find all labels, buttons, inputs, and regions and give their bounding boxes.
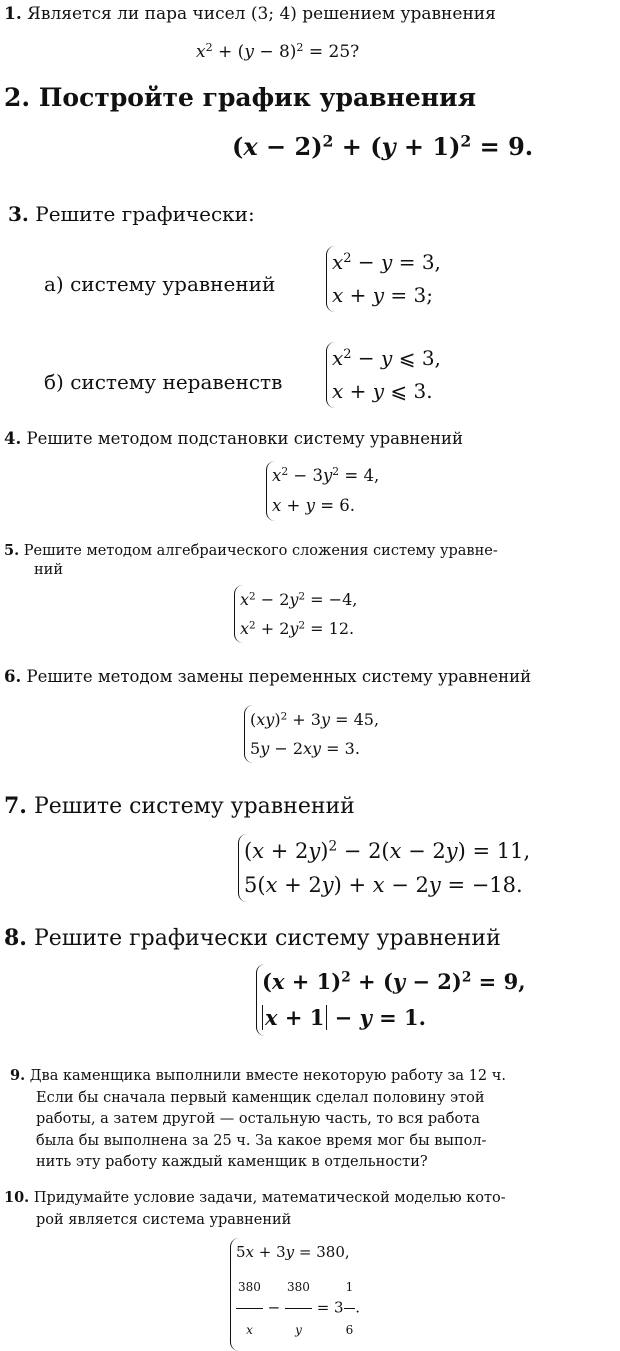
problem-2 [4,83,476,112]
system-10: 5x + 3y = 380, $\frac{380}{x}$ − $\frac{380}{y}$ = 3 $\frac{1}{6}$ . [230,1238,360,1351]
problem-text-line: была бы выполнена за 25 ч. За какое время мог бы выпол- [36,1132,487,1149]
problem-number: 3. [8,202,29,226]
problem-10 [4,1187,506,1231]
problem-number: 8. [4,925,27,951]
problem-5 [4,541,498,580]
problem-text: Решите систему уравнений [33,794,355,819]
problem-number: 6. [4,667,22,686]
system-4: $x^2 - 3y^2 = 4$, x + y = 6. [266,461,379,521]
problem-text-line: Решите методом алгебраического сложения систему уравне- [23,543,498,559]
problem-text: Решите методом подстановки систему уравнений [26,429,464,448]
problem-text: Решите графически: [35,202,255,226]
problem-number: 1. [4,4,22,24]
problem-number: 5. [4,542,20,559]
problem-text: Решите графически систему уравнений [33,926,501,951]
equation-1: $x^2 + (y - 8)^2 = 25$? [196,40,360,62]
problem-text-line: Придумайте условие задачи, математической моделью кото- [33,1190,506,1206]
problem-1 [4,4,496,24]
problem-number: 4. [4,429,22,448]
problem-text-line: Если бы сначала первый каменщик сделал половину этой [36,1089,485,1106]
system-3a: $x^2 - y = 3$, x + y = 3; [326,246,441,312]
problem-4 [4,429,463,448]
system-5: $x^2 - 2y^2 = -4$, $x^2 + 2y^2 = 12$. [234,585,357,643]
problem-9 [10,1065,506,1174]
system-7: $(x + 2y)^2 - 2(x - 2y) = 11$, 5(x + 2y) + x − 2y = −18. [238,834,530,902]
problem-number: 2. [4,83,31,112]
system-6: (xy)$^2$ + 3y = 45, 5y − 2xy = 3. [244,705,379,763]
problem-7 [4,793,355,819]
problem-3a-label: а) систему уравнений [44,272,276,296]
problem-6 [4,667,531,686]
problem-3 [8,202,255,226]
problem-text-line: рой является система уравнений [36,1211,292,1228]
problem-number: 10. [4,1189,30,1206]
problem-text-line: ний [34,562,63,578]
problem-text: Решите методом замены переменных систему уравнений [26,667,532,686]
problem-text-line: Два каменщика выполнили вместе некоторую работу за 12 ч. [29,1068,506,1084]
system-3b: $x^2 - y$ ⩽ 3, x + y ⩽ 3. [326,342,441,408]
problem-text-line: работы, а затем другой — остальную часть, то вся работа [36,1111,480,1127]
problem-number: 7. [4,793,27,819]
equation-2: $(x - 2)^2 + (y + 1)^2 = 9$. [232,131,534,161]
problem-number: 9. [10,1067,26,1084]
problem-text-line: нить эту работу каждый каменщик в отдельности? [36,1154,428,1170]
problem-3b-label: б) систему неравенств [44,370,283,394]
system-8: $(x + 1)^2 + (y - 2)^2 = 9$, x + 1 − y = 1. [256,964,526,1036]
problem-8 [4,925,501,951]
problem-text: Является ли пара чисел (3; 4) решением уравнения [27,4,496,24]
problem-text: Постройте график уравнения [38,83,477,112]
